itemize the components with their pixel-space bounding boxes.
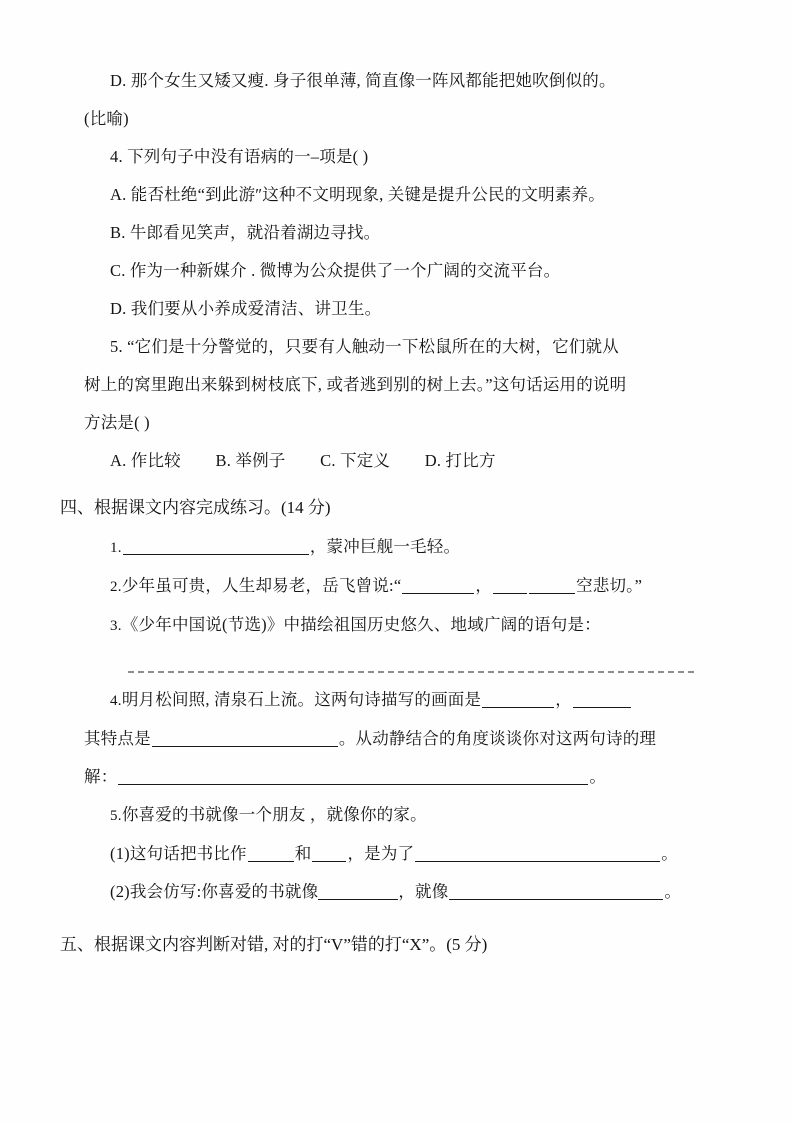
item-5-sub2-end: 。 [664,882,682,901]
item-4-text-before: 明月松间照, 清泉石上流。这两句诗描写的画面是 [121,690,482,709]
item-4-number: 4. [110,693,122,709]
item-5-sub2-blank-1[interactable] [318,884,352,900]
item-5-sub2-blank-3[interactable] [449,884,663,900]
item-4-text-middle: ， [555,690,572,709]
question-5-stem-line-2: 树上的窝里跑出来躲到树枝底下, 或者逃到别的树上去。”这句话运用的说明 [84,375,627,394]
item-5-sub1-blank-1[interactable] [248,846,294,862]
item-4-answer-blank-1[interactable] [482,692,554,708]
carryover-answer-tag: (比喻) [84,109,129,128]
item-3-number: 3. [110,618,122,634]
section-four-item-3 [84,606,704,645]
item-4-line2-after: 。从动静结合的角度谈谈你对这两句诗的理 [338,729,657,748]
question-4-option-b[interactable]: B. 牛郎看见笑声，就沿着湖边寻找。 [110,223,381,242]
item-5-sub1-prefix: (1)这句话把书比作 [110,844,247,863]
item-2-answer-blank-2a[interactable] [493,578,527,594]
section-four-item-4-line-1 [84,681,704,720]
item-5-stem-text: 你喜爱的书就像一个朋友 ，就像你的家。 [121,805,427,824]
item-4-answer-blank-2[interactable] [573,692,631,708]
item-4-line3-before: 解： [84,767,118,786]
question-4-option-c[interactable]: C. 作为一种新媒介 . 微博为公众提供了一个广阔的交流平台。 [110,261,561,280]
question-4-stem: 4. 下列句子中没有语病的一–项是( ) [110,147,369,166]
item-1-number: 1. [110,540,122,556]
item-5-sub1-mid: 和 [294,844,312,863]
item-5-number: 5. [110,808,122,824]
section-four-item-4-line-3 [84,758,704,796]
section-four-heading: 四、根据课文内容完成练习。(14 分) [60,498,331,517]
item-5-sub1-blank-3[interactable] [415,846,660,862]
item-2-text-before: 少年虽可贵，人生却易老，岳飞曾说:“ [121,576,402,595]
item-3-answer-rule[interactable] [128,645,694,673]
question-5-option-d[interactable]: D. 打比方 [424,451,496,470]
item-5-sub1-mid2: ，是为了 [347,844,415,863]
question-5-stem-line-1: 5. “它们是十分警觉的，只要有人触动一下松鼠所在的大树，它们就从 [110,337,619,356]
question-5-option-a[interactable]: A. 作比较 [110,451,181,470]
section-four-item-5-sub-2 [84,873,704,911]
item-5-sub2-prefix: (2)我会仿写:你喜爱的书就像 [110,882,319,901]
carryover-option-d: D. 那个女生又矮又瘦. 身子很单薄, 简直像一阵风都能把她吹倒似的。 [110,71,616,90]
section-four-item-4-line-2 [84,720,704,758]
item-4-line2-before: 其特点是 [84,729,151,748]
item-2-text-middle: ， [475,576,493,595]
section-four-item-1 [84,528,704,567]
section-four-item-2 [84,567,704,606]
item-1-answer-blank[interactable] [123,539,309,555]
item-1-text: ，蒙冲巨舰一毛轻。 [309,537,461,556]
question-4-option-a[interactable]: A. 能否杜绝“到此游″这种不文明现象, 关键是提升公民的文明素养。 [110,185,605,204]
item-5-sub2-mid: ，就像 [398,882,449,901]
question-5-options-row [84,442,704,480]
page-content [60,62,704,965]
item-2-answer-blank-2b[interactable] [529,578,575,594]
section-four-item-5-sub-1 [84,835,704,873]
item-5-sub2-blank-2[interactable] [352,884,398,900]
item-5-sub1-blank-2[interactable] [312,846,346,862]
section-four-item-5-stem [84,796,704,835]
item-4-answer-blank-4[interactable] [118,769,588,785]
item-3-text: 《少年中国说(节选)》中描绘祖国历史悠久、地域广阔的语句是： [121,615,601,634]
question-5-option-b[interactable]: B. 举例子 [215,451,286,470]
question-5-stem-line-3: 方法是( ) [84,413,150,432]
section-five-heading: 五、根据课文内容判断对错, 对的打“V”错的打“X”。(5 分) [60,935,488,954]
question-5-option-c[interactable]: C. 下定义 [320,451,391,470]
item-5-sub1-end: 。 [661,844,678,863]
item-2-answer-blank-1[interactable] [402,578,474,594]
question-4-option-d[interactable]: D. 我们要从小养成爱清洁、讲卫生。 [110,299,382,318]
item-2-text-after: 空悲切。” [576,576,643,595]
item-2-number: 2. [110,579,122,595]
item-4-answer-blank-3[interactable] [152,731,338,747]
item-4-line3-after: 。 [589,767,607,786]
item-5-sub2-blank-pair[interactable] [318,873,398,911]
